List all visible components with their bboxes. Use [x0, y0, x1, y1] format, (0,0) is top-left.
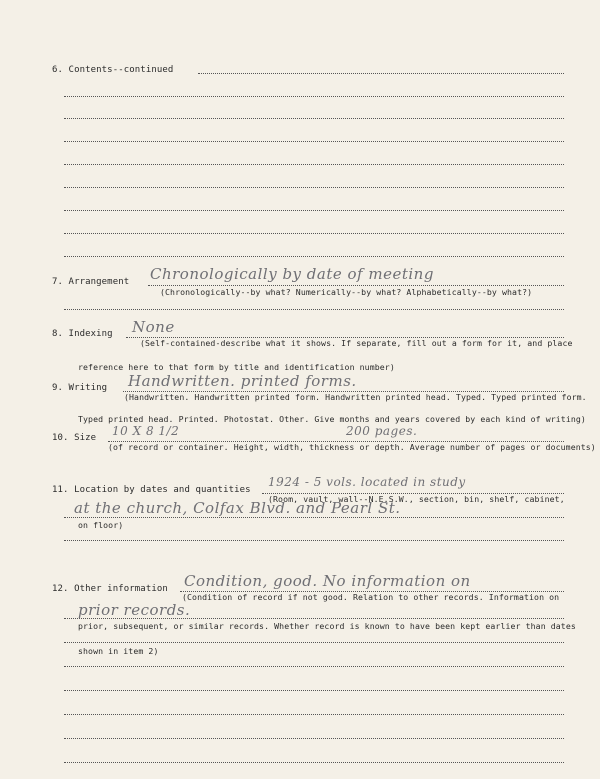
- other-information-hint-2: prior, subsequent, or similar records. Whether record is known to have been kept earlier than dates: [78, 621, 576, 631]
- other-information-line: [64, 738, 564, 739]
- other-information-hint-3: shown in item 2): [78, 646, 159, 656]
- indexing-handwritten: None: [132, 318, 175, 336]
- writing-handwritten: Handwritten. printed forms.: [128, 372, 357, 390]
- writing-label: 9. Writing: [52, 383, 108, 393]
- size-handwritten-pages: 200 pages.: [346, 424, 418, 438]
- other-information-line: [64, 666, 564, 667]
- other-information-handwritten-1: Condition, good. No information on: [184, 572, 471, 590]
- other-information-handwritten-2: prior records.: [78, 601, 191, 619]
- indexing-label: 8. Indexing: [52, 329, 113, 339]
- contents-line: [64, 187, 564, 188]
- arrangement-label: 7. Arrangement: [52, 277, 130, 287]
- contents-line: [64, 96, 564, 97]
- other-information-line: [64, 690, 564, 691]
- size-hint: (of record or container. Height, width, thickness or depth. Average number of pages or documents): [108, 442, 596, 452]
- location-hint-2: on floor): [78, 520, 124, 530]
- location-label: 11. Location by dates and quantities: [52, 485, 251, 495]
- arrangement-handwritten: Chronologically by date of meeting: [150, 265, 434, 283]
- arrangement-line: [64, 309, 564, 310]
- size-handwritten-dimensions: 10 X 8 1/2: [112, 424, 180, 438]
- other-information-hint-1: (Condition of record if not good. Relation to other records. Information on: [182, 592, 560, 602]
- arrangement-line: [148, 285, 564, 286]
- writing-hint-1: (Handwritten. Handwritten printed form. Handwritten printed head. Typed. Typed printed form.: [124, 392, 587, 402]
- indexing-hint-1: (Self-contained-describe what it shows. If separate, fill out a form for it, and place: [140, 338, 573, 348]
- contents-line: [64, 141, 564, 142]
- other-information-line: [64, 762, 564, 763]
- other-information-line: [64, 714, 564, 715]
- indexing-hint-2: reference here to that form by title and identification number): [78, 362, 395, 372]
- location-line: [64, 540, 564, 541]
- arrangement-hint: (Chronologically--by what? Numerically--by what? Alphabetically--by what?): [160, 287, 533, 297]
- location-hint-1: (Room, vault, wall--N.E.S.W., section, bin, shelf, cabinet,: [268, 494, 565, 504]
- writing-hint-2: Typed printed head. Printed. Photostat. Other. Give months and years covered by each kind of writing): [78, 414, 586, 424]
- location-handwritten-2: at the church, Colfax Blvd. and Pearl St.: [74, 499, 401, 517]
- contents-continued-label: 6. Contents--continued: [52, 65, 174, 75]
- contents-line: [198, 73, 564, 74]
- location-line: [64, 517, 564, 518]
- contents-line: [64, 256, 564, 257]
- size-label: 10. Size: [52, 433, 97, 443]
- other-information-label: 12. Other information: [52, 584, 168, 594]
- contents-line: [64, 210, 564, 211]
- contents-line: [64, 118, 564, 119]
- other-information-line: [64, 618, 564, 619]
- other-information-line: [64, 642, 564, 643]
- contents-line: [64, 233, 564, 234]
- location-handwritten-1: 1924 - 5 vols. located in study: [268, 475, 466, 489]
- contents-line: [64, 164, 564, 165]
